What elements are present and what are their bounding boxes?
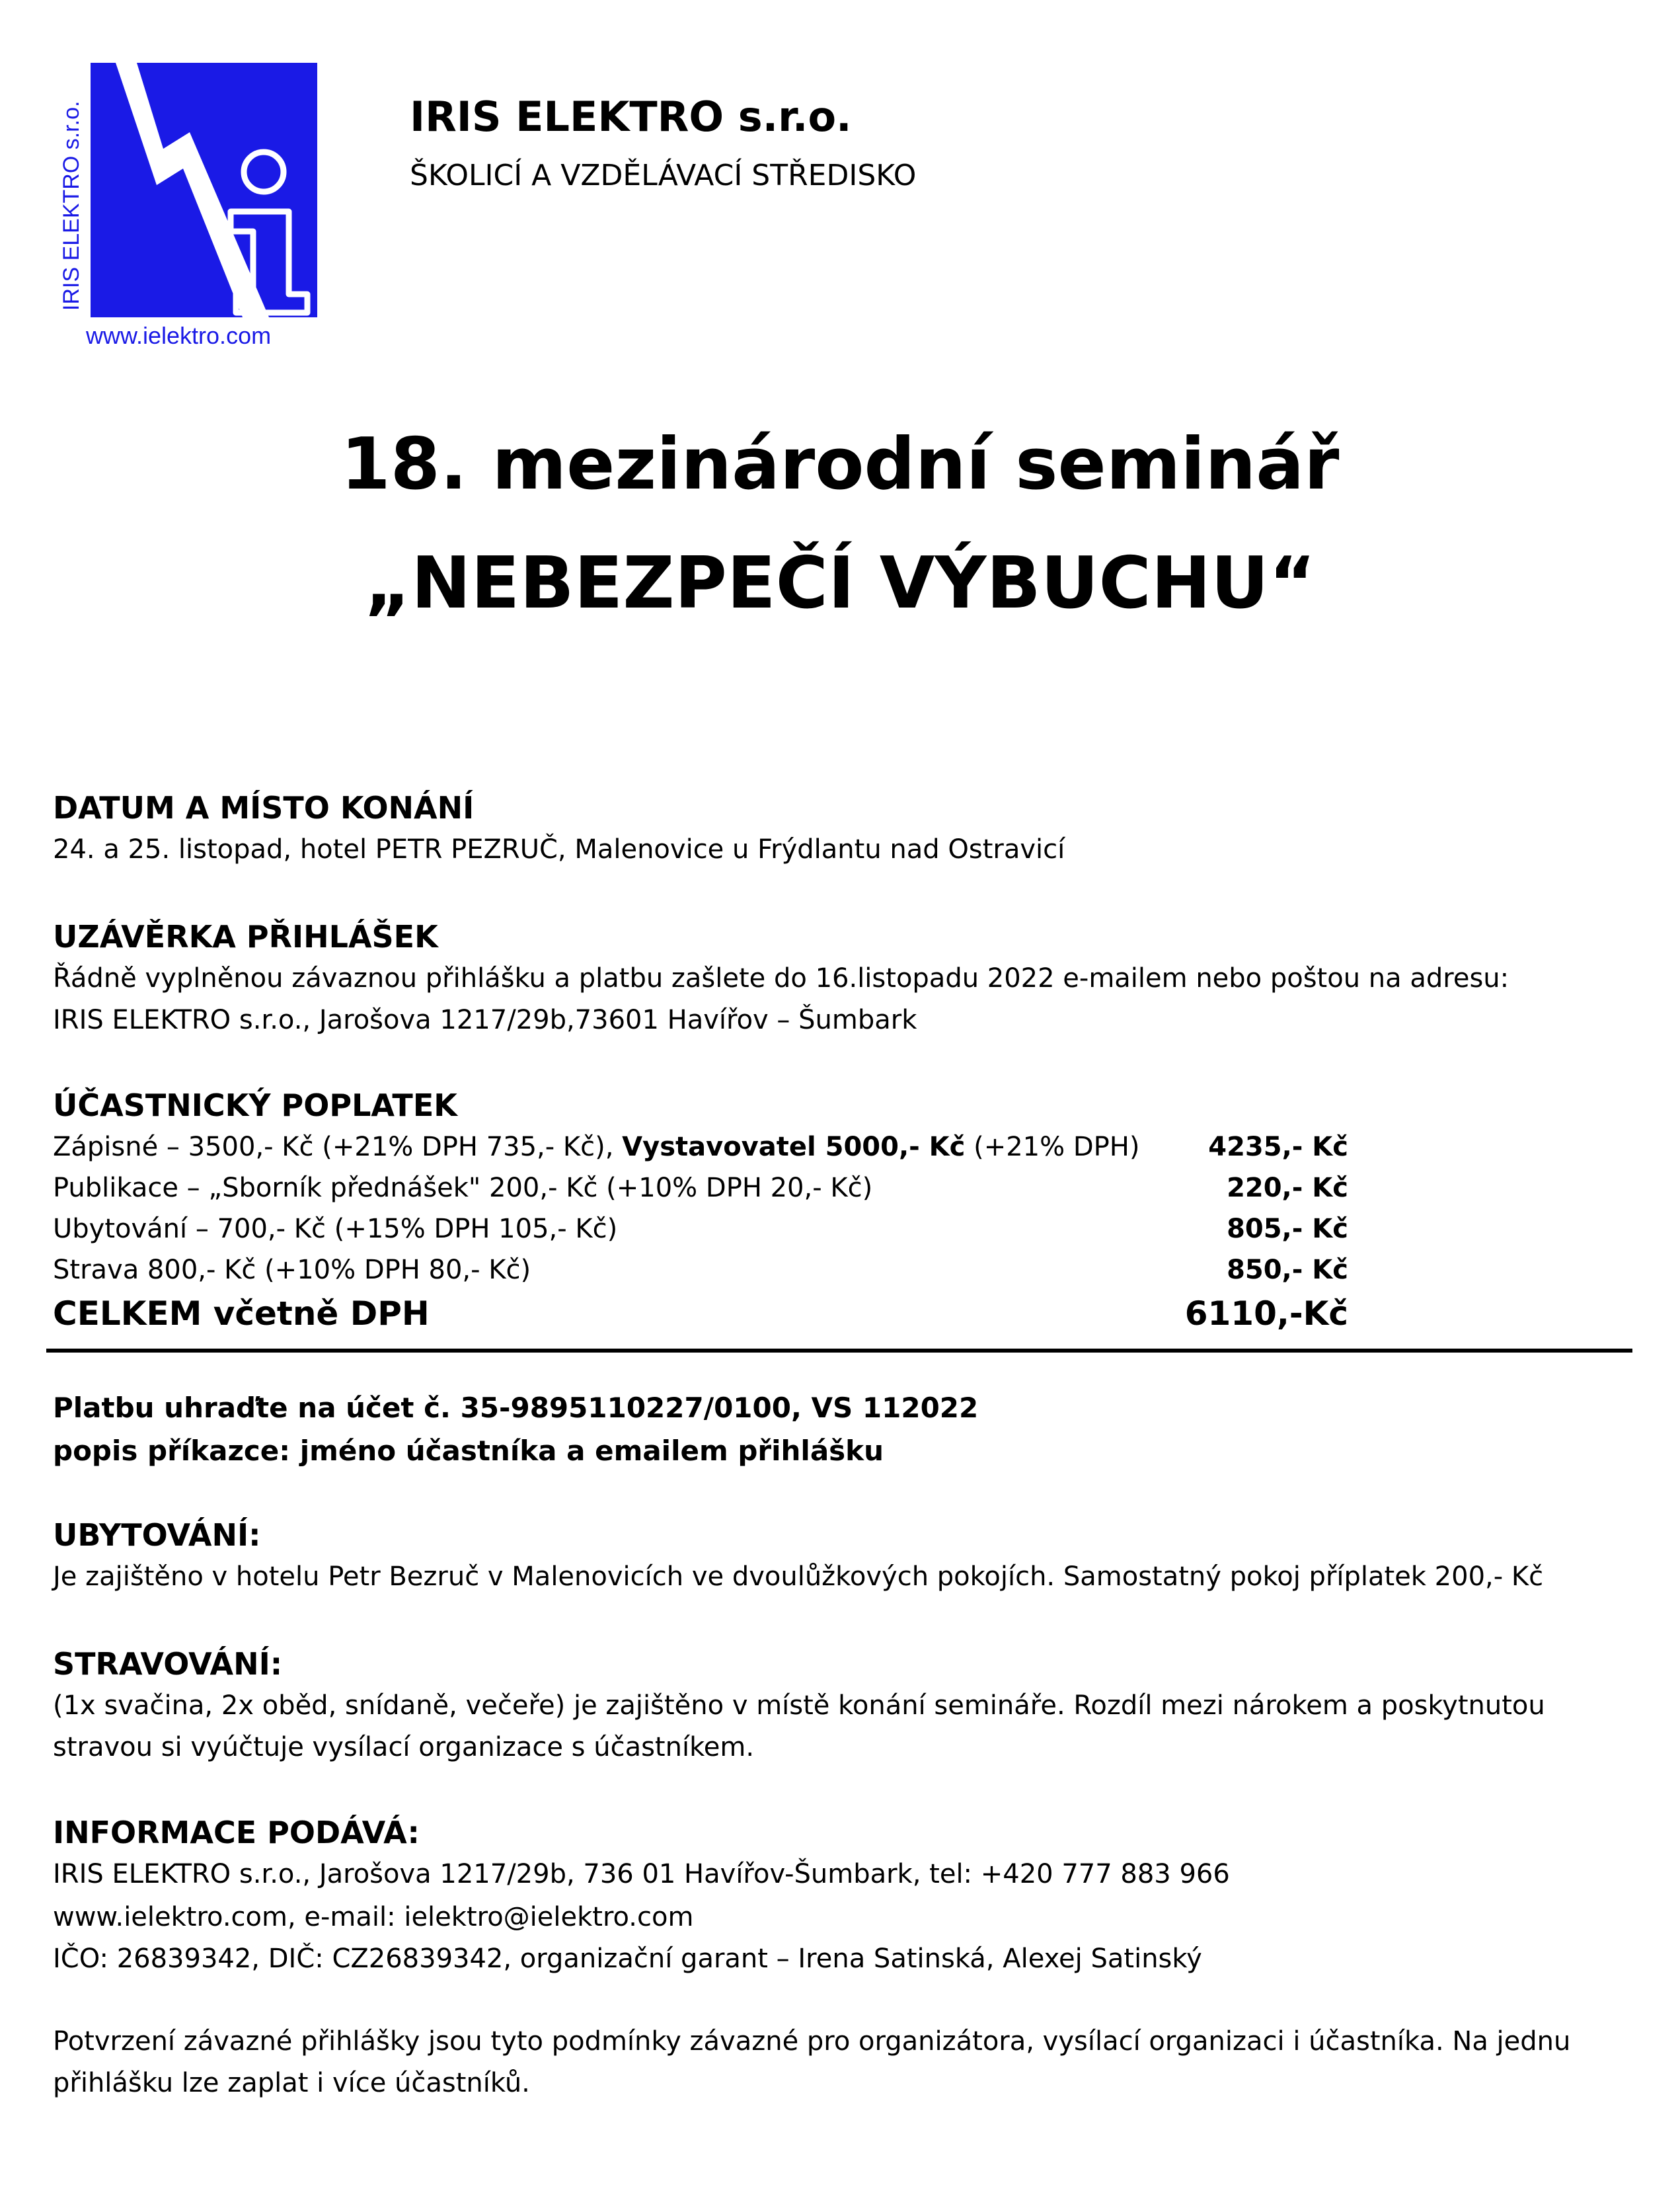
- fee-row: [53, 1214, 1348, 1244]
- fee-row-amount: 4235,- Kč: [1208, 1132, 1348, 1162]
- payment-line-2: popis příkazce: jméno účastníka a emailem přihlášku: [53, 1435, 884, 1467]
- fee-row-amount: 850,- Kč: [1227, 1255, 1348, 1285]
- logo-side-text: IRIS ELEKTRO s.r.o.: [59, 100, 84, 311]
- fee-heading: ÚČASTNICKÝ POPLATEK: [53, 1087, 457, 1123]
- company-subtitle: ŠKOLICÍ A VZDĚLÁVACÍ STŘEDISKO: [410, 159, 917, 192]
- accommodation-heading: UBYTOVÁNÍ:: [53, 1517, 261, 1553]
- meals-line-1: (1x svačina, 2x oběd, snídaně, večeře) je zajištěno v místě konání semináře. Rozdíl mezi nárokem a poskytnutou: [53, 1690, 1545, 1721]
- deadline-heading: UZÁVĚRKA PŘIHLÁŠEK: [53, 919, 438, 955]
- info-line-2: www.ielektro.com, e-mail: ielektro@ielektro.com: [53, 1902, 694, 1932]
- fee-row-label: Publikace – „Sborník přednášek" 200,- Kč (+10% DPH 20,- Kč): [53, 1173, 873, 1203]
- company-logo: [56, 63, 324, 347]
- seminar-title: 18. mezinárodní seminář: [340, 423, 1340, 506]
- fee-row-label: Strava 800,- Kč (+10% DPH 80,- Kč): [53, 1255, 531, 1285]
- fee-row-label: Zápisné – 3500,- Kč (+21% DPH 735,- Kč),: [53, 1132, 623, 1162]
- fee-total-row: [53, 1294, 1348, 1333]
- fee-row: [53, 1255, 1348, 1285]
- date-place-text: 24. a 25. listopad, hotel PETR PEZRUČ, Malenovice u Frýdlantu nad Ostravicí: [53, 834, 1065, 865]
- fee-row-amount: 220,- Kč: [1227, 1173, 1348, 1203]
- payment-line-1: Platbu uhraďte na účet č. 35-9895110227/0100, VS 112022: [53, 1392, 979, 1424]
- deadline-line-1: Řádně vyplněnou závaznou přihlášku a platbu zašlete do 16.listopadu 2022 e-mailem nebo poštou na adresu:: [53, 963, 1509, 994]
- meals-line-2: stravou si vyúčtuje vysílací organizace s účastníkem.: [53, 1732, 755, 1762]
- fee-row: [53, 1173, 1348, 1203]
- fee-total-amount: 6110,-Kč: [1184, 1294, 1348, 1333]
- confirmation-line-1: Potvrzení závazné přihlášky jsou tyto podmínky závazné pro organizátora, vysílací organizaci i účastníka. Na jednu: [53, 2026, 1571, 2057]
- fee-row-label: Ubytování – 700,- Kč (+15% DPH 105,- Kč): [53, 1214, 618, 1244]
- divider: [46, 1349, 1632, 1353]
- info-line-3: IČO: 26839342, DIČ: CZ26839342, organizační garant – Irena Satinská, Alexej Satinský: [53, 1944, 1202, 1974]
- fee-row: [53, 1132, 1348, 1162]
- fee-total-label: CELKEM včetně DPH: [53, 1294, 430, 1333]
- company-name: IRIS ELEKTRO s.r.o.: [410, 93, 852, 141]
- accommodation-text: Je zajištěno v hotelu Petr Bezruč v Malenovicích ve dvoulůžkových pokojích. Samostatný pokoj příplatek 200,- Kč: [53, 1561, 1544, 1592]
- fee-row-label-tail: (+21% DPH): [965, 1132, 1140, 1162]
- confirmation-line-2: přihlášku lze zaplat i více účastníků.: [53, 2068, 530, 2098]
- seminar-name: „NEBEZPEČÍ VÝBUCHU“: [364, 542, 1316, 625]
- info-heading: INFORMACE PODÁVÁ:: [53, 1815, 420, 1850]
- fee-row-amount: 805,- Kč: [1227, 1214, 1348, 1244]
- date-place-heading: DATUM A MÍSTO KONÁNÍ: [53, 790, 475, 826]
- info-line-1: IRIS ELEKTRO s.r.o., Jarošova 1217/29b, 736 01 Havířov-Šumbark, tel: +420 777 883 966: [53, 1859, 1230, 1889]
- deadline-line-2: IRIS ELEKTRO s.r.o., Jarošova 1217/29b,73601 Havířov – Šumbark: [53, 1005, 917, 1035]
- logo-url: www.ielektro.com: [86, 322, 272, 349]
- lightning-i-icon: [91, 63, 317, 317]
- fee-row-label-bold: Vystavovatel 5000,- Kč: [622, 1132, 966, 1162]
- meals-heading: STRAVOVÁNÍ:: [53, 1646, 283, 1682]
